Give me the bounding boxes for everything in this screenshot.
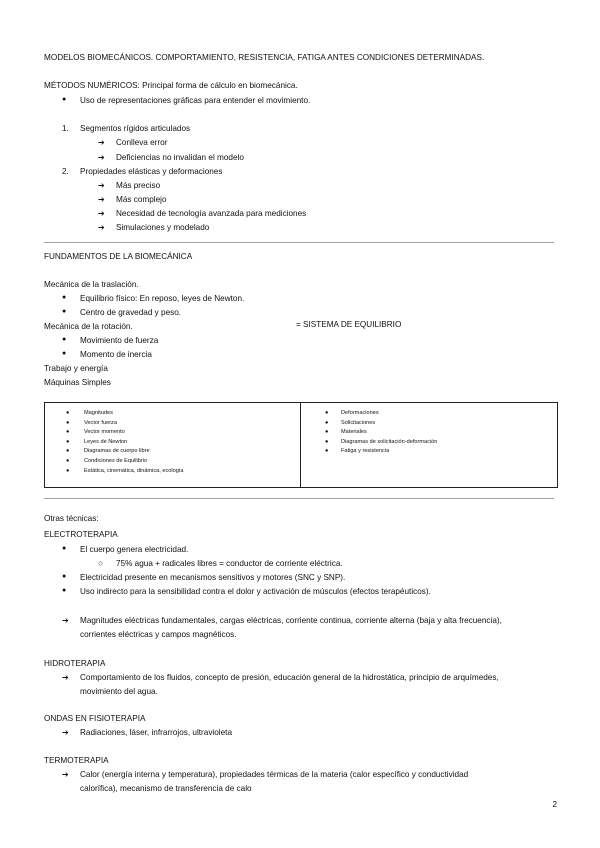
electro-heading: ELECTROTERAPIA xyxy=(44,530,118,539)
arrow-icon: ➔ xyxy=(62,770,69,779)
traslacion-heading: Mecánica de la traslación. xyxy=(44,280,139,289)
bullet-icon: ● xyxy=(62,308,67,315)
bullet-icon: ● xyxy=(62,545,67,552)
metodos-item-1-sub: Conlleva error xyxy=(116,138,168,147)
bullet-icon: ● xyxy=(66,438,70,445)
ondas-heading: ONDAS EN FISIOTERAPIA xyxy=(44,714,146,723)
list-number: 1. xyxy=(62,124,69,133)
metodos-item-2-sub: Más preciso xyxy=(116,181,161,190)
bullet-icon: ● xyxy=(325,448,329,455)
table-right-item: Materiales xyxy=(341,429,367,436)
table-left-item: Vector fuerza xyxy=(84,419,117,426)
rotacion-item: Movimiento de fuerza xyxy=(80,336,159,345)
metodos-item-2: Propiedades elásticas y deformaciones xyxy=(80,167,223,176)
page-number: 2 xyxy=(552,800,557,809)
bullet-icon: ● xyxy=(66,429,70,436)
bullet-icon: ● xyxy=(325,438,329,445)
table-right-item: Solicitaciones xyxy=(341,419,376,426)
table-left-item: Vector momento xyxy=(84,429,125,436)
bullet-icon: ● xyxy=(66,467,70,474)
electro-bullet: El cuerpo genera electricidad. xyxy=(80,545,189,554)
traslacion-item: Equilibrio físico: En reposo, leyes de Newton. xyxy=(80,294,245,303)
table-right-item: Diagramas de solicitación-deformación xyxy=(341,438,438,445)
bullet-icon: ● xyxy=(62,350,67,357)
electro-arrow-text: corrientes eléctricas y campos magnéticos. xyxy=(80,630,237,639)
arrow-icon: ➔ xyxy=(98,181,105,190)
bullet-icon: ● xyxy=(66,458,70,464)
otras-heading: Otras técnicas: xyxy=(44,514,99,523)
circle-icon: ○ xyxy=(98,559,103,568)
metodos-item-2-sub: Necesidad de tecnología avanzada para mediciones xyxy=(116,209,307,218)
table-left-item: Diagramas de cuerpo libre xyxy=(84,448,150,455)
trabajo-heading: Trabajo y energía xyxy=(44,364,108,373)
bullet-icon: ● xyxy=(62,96,67,103)
metodos-item-1: Segmentos rígidos articulados xyxy=(80,124,191,133)
metodos-item-1-sub: Deficiencias no invalidan el modelo xyxy=(116,153,244,162)
bullet-icon: ● xyxy=(66,419,70,426)
hidro-text: movimiento del agua. xyxy=(80,687,158,696)
arrow-icon: ➔ xyxy=(98,209,105,218)
arrow-icon: ➔ xyxy=(98,223,105,232)
electro-sub: 75% agua + radicales libres = conductor de corriente eléctrica. xyxy=(116,559,343,568)
bullet-icon: ● xyxy=(62,587,67,594)
bullet-icon: ● xyxy=(62,294,67,301)
bullet-icon: ● xyxy=(325,429,329,436)
bullet-icon: ● xyxy=(62,573,67,580)
arrow-icon: ➔ xyxy=(62,616,69,625)
ondas-text: Radiaciones, láser, infrarrojos, ultravioleta xyxy=(80,728,232,737)
arrow-icon: ➔ xyxy=(62,673,69,682)
bullet-icon: ● xyxy=(62,336,67,343)
hidro-heading: HIDROTERAPIA xyxy=(44,659,106,668)
divider xyxy=(44,498,554,499)
arrow-icon: ➔ xyxy=(98,138,105,147)
arrow-icon: ➔ xyxy=(98,195,105,204)
termo-heading: TERMOTERAPIA xyxy=(44,756,109,765)
table-column-divider xyxy=(300,403,301,487)
divider xyxy=(44,242,554,243)
maquinas-heading: Máquinas Simples xyxy=(44,378,111,387)
rotacion-item: Momento de inercia xyxy=(80,350,152,359)
table-right-item: Fatiga y resistencia xyxy=(341,448,390,455)
electro-bullet: Electricidad presente en mecanismos sensitivos y motores (SNC y SNP). xyxy=(80,573,346,582)
metodos-bullet: Uso de representaciones gráficas para entender el movimiento. xyxy=(80,96,311,105)
table-left-item: Leyes de Newton xyxy=(84,438,128,445)
table-left-item: Estática, cinemática, dinámica, ecología xyxy=(84,467,184,474)
bullet-icon: ● xyxy=(66,410,70,416)
sistema-label: = SISTEMA DE EQUILIBRIO xyxy=(296,320,402,329)
fundamentos-heading: FUNDAMENTOS DE LA BIOMECÁNICA xyxy=(44,252,193,261)
metodos-item-2-sub: Más complejo xyxy=(116,195,167,204)
arrow-icon: ➔ xyxy=(62,728,69,737)
document-title: MODELOS BIOMECÁNICOS. COMPORTAMIENTO, RESISTENCIA, FATIGA ANTES CONDICIONES DETERMINADAS. xyxy=(44,53,485,62)
bullet-icon: ● xyxy=(325,419,329,426)
termo-text: Calor (energía interna y temperatura), propiedades térmicas de la materia (calor específico y conductividad xyxy=(80,770,469,779)
table-right-item: Deformaciones xyxy=(341,410,379,416)
traslacion-item: Centro de gravedad y peso. xyxy=(80,308,182,317)
hidro-text: Comportamiento de los fluidos, concepto de presión, educación general de la hidrostática, principio de arquímedes, xyxy=(80,673,499,682)
arrow-icon: ➔ xyxy=(98,153,105,162)
list-number: 2. xyxy=(62,167,69,176)
table-left-item: Condiciones de Equilibrio xyxy=(84,458,148,464)
termo-text: calorífica), mecanismo de transferencia de calo xyxy=(80,784,252,793)
table-left-item: Magnitudes xyxy=(84,410,113,416)
rotacion-heading: Mecánica de la rotación. xyxy=(44,322,133,331)
metodos-heading: MÉTODOS NUMÉRICOS: Principal forma de cálculo en biomecánica. xyxy=(44,81,298,90)
bullet-icon: ● xyxy=(325,410,329,416)
metodos-item-2-sub: Simulaciones y modelado xyxy=(116,223,210,232)
electro-bullet: Uso indirecto para la sensibilidad contra el dolor y activación de músculos (efectos terapéuticos). xyxy=(80,587,431,596)
electro-arrow-text: Magnitudes eléctricas fundamentales, cargas eléctricas, corriente continua, corriente alterna (baja y alta frecuencia), xyxy=(80,616,502,625)
bullet-icon: ● xyxy=(66,448,70,455)
